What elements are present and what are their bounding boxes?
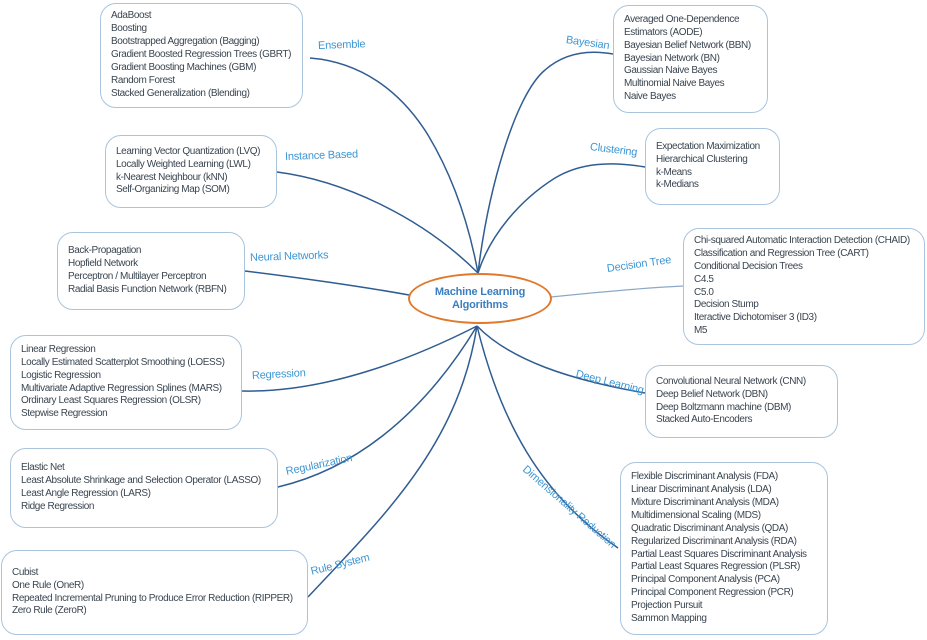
branch-box-deep-learning[interactable] bbox=[645, 365, 838, 438]
branch-label-dimensionality-reduction[interactable]: Dimensionality Reduction bbox=[520, 463, 618, 551]
algorithm-item: Ridge Regression bbox=[21, 500, 95, 512]
algorithm-item: Partial Least Squares Regression (PLSR) bbox=[631, 561, 800, 573]
algorithm-item: Gaussian Naive Bayes bbox=[624, 65, 718, 77]
algorithm-item: Zero Rule (ZeroR) bbox=[12, 605, 87, 617]
branch-curve-dimensionality-reduction bbox=[477, 326, 618, 551]
algorithm-item: Multivariate Adaptive Regression Splines (MARS) bbox=[21, 382, 222, 394]
branch-label-clustering[interactable]: Clustering bbox=[589, 141, 638, 159]
algorithm-item: Locally Estimated Scatterplot Smoothing (LOESS) bbox=[21, 356, 225, 368]
center-node[interactable] bbox=[408, 273, 552, 324]
algorithm-item: Conditional Decision Trees bbox=[694, 260, 803, 272]
algorithm-item: Learning Vector Quantization (LVQ) bbox=[116, 145, 261, 157]
branch-label-bayesian[interactable]: Bayesian bbox=[565, 34, 611, 53]
algorithm-item: Naive Bayes bbox=[624, 91, 676, 103]
algorithm-item: Decision Stump bbox=[694, 299, 759, 311]
branch-curve-neural-networks bbox=[245, 271, 409, 295]
branch-box-clustering[interactable] bbox=[645, 128, 780, 205]
algorithm-item: Cubist bbox=[12, 566, 38, 578]
algorithm-item: One Rule (OneR) bbox=[12, 579, 84, 591]
algorithm-item: Stepwise Regression bbox=[21, 408, 108, 420]
algorithm-item: Gradient Boosted Regression Trees (GBRT) bbox=[111, 49, 292, 61]
branch-box-regression[interactable] bbox=[10, 335, 242, 430]
algorithm-item: Bayesian Belief Network (BBN) bbox=[624, 39, 751, 51]
branch-curve-clustering bbox=[478, 164, 645, 273]
algorithm-item: C4.5 bbox=[694, 273, 714, 285]
algorithm-item: Regularized Discriminant Analysis (RDA) bbox=[631, 535, 797, 547]
algorithm-item: Deep Boltzmann machine (DBM) bbox=[656, 401, 791, 413]
algorithm-item: Classification and Regression Tree (CART) bbox=[694, 247, 869, 259]
algorithm-item: Principal Component Regression (PCR) bbox=[631, 587, 794, 599]
branch-box-neural-networks[interactable] bbox=[57, 232, 245, 310]
algorithm-item: C5.0 bbox=[694, 286, 714, 298]
branch-label-deep-learning[interactable]: Deep Learning bbox=[574, 368, 645, 397]
branch-label-decision-tree[interactable]: Decision Tree bbox=[606, 254, 672, 275]
algorithm-item: Logistic Regression bbox=[21, 369, 101, 381]
branch-box-instance-based[interactable] bbox=[105, 135, 277, 208]
branch-curve-ensemble bbox=[310, 58, 478, 273]
algorithm-item: Linear Discriminant Analysis (LDA) bbox=[631, 483, 772, 495]
branch-label-regularization[interactable]: Regularization bbox=[284, 452, 354, 478]
algorithm-item: k-Means bbox=[656, 166, 692, 178]
branch-box-decision-tree[interactable] bbox=[683, 228, 925, 345]
algorithm-item: Ordinary Least Squares Regression (OLSR) bbox=[21, 395, 201, 407]
algorithm-item: M5 bbox=[694, 325, 708, 337]
algorithm-item: Repeated Incremental Pruning to Produce Error Reduction (RIPPER) bbox=[12, 592, 293, 604]
branch-label-regression[interactable]: Regression bbox=[251, 367, 306, 382]
algorithm-item: Least Angle Regression (LARS) bbox=[21, 488, 151, 499]
algorithm-item: Multidimensional Scaling (MDS) bbox=[631, 509, 761, 521]
algorithm-item: Chi-squared Automatic Interaction Detection (CHAID) bbox=[694, 234, 910, 246]
algorithm-item: Hierarchical Clustering bbox=[656, 153, 748, 165]
algorithm-item: Sammon Mapping bbox=[631, 613, 707, 625]
branch-curve-decision-tree bbox=[551, 286, 683, 297]
branch-label-rule-system[interactable]: Rule System bbox=[309, 551, 371, 578]
algorithm-item: Bootstrapped Aggregation (Bagging) bbox=[111, 36, 260, 48]
branch-box-dimensionality-reduction[interactable] bbox=[620, 462, 828, 635]
algorithm-item: Stacked Auto-Encoders bbox=[656, 414, 753, 426]
branch-curve-regression bbox=[242, 326, 477, 391]
algorithm-item: k-Nearest Neighbour (kNN) bbox=[116, 171, 228, 183]
branch-box-regularization[interactable] bbox=[10, 448, 278, 528]
algorithm-item: Deep Belief Network (DBN) bbox=[656, 388, 768, 400]
algorithm-item: AdaBoost bbox=[111, 10, 152, 22]
algorithm-item: Perceptron / Multilayer Perceptron bbox=[68, 271, 207, 282]
algorithm-item: Random Forest bbox=[111, 74, 175, 86]
branch-label-instance-based[interactable]: Instance Based bbox=[284, 148, 359, 163]
branch-curve-bayesian bbox=[478, 52, 613, 273]
algorithm-item: Averaged One-Dependence Estimators (AODE) bbox=[624, 13, 740, 38]
algorithm-item: Multinomial Naive Bayes bbox=[624, 78, 725, 90]
algorithm-item: Stacked Generalization (Blending) bbox=[111, 87, 250, 99]
branch-box-rule-system[interactable] bbox=[1, 550, 308, 635]
algorithm-item: Mixture Discriminant Analysis (MDA) bbox=[631, 496, 779, 508]
algorithm-item: Linear Regression bbox=[21, 343, 96, 355]
branch-box-ensemble[interactable] bbox=[100, 3, 303, 108]
algorithm-item: Back-Propagation bbox=[68, 245, 142, 257]
algorithm-item: Elastic Net bbox=[21, 462, 65, 474]
algorithm-item: Locally Weighted Learning (LWL) bbox=[116, 158, 251, 170]
algorithm-item: Radial Basis Function Network (RBFN) bbox=[68, 283, 227, 295]
algorithm-item: Flexible Discriminant Analysis (FDA) bbox=[631, 471, 778, 483]
center-node-label: Machine Learning Algorithms bbox=[434, 285, 526, 311]
branch-label-ensemble[interactable]: Ensemble bbox=[317, 38, 366, 52]
algorithm-item: Iteractive Dichotomiser 3 (ID3) bbox=[694, 312, 817, 324]
algorithm-item: Boosting bbox=[111, 23, 147, 35]
algorithm-item: Self-Organizing Map (SOM) bbox=[116, 184, 230, 196]
branch-label-neural-networks[interactable]: Neural Networks bbox=[249, 249, 329, 264]
algorithm-item: Bayesian Network (BN) bbox=[624, 52, 720, 64]
algorithm-item: Projection Pursuit bbox=[631, 600, 703, 612]
algorithm-item: Principal Component Analysis (PCA) bbox=[631, 574, 780, 586]
algorithm-item: Quadratic Discriminant Analysis (QDA) bbox=[631, 522, 788, 534]
algorithm-item: Gradient Boosting Machines (GBM) bbox=[111, 61, 257, 73]
algorithm-item: Least Absolute Shrinkage and Selection Operator (LASSO) bbox=[21, 475, 261, 487]
algorithm-item: k-Medians bbox=[656, 179, 699, 191]
branch-box-bayesian[interactable] bbox=[613, 5, 768, 113]
algorithm-item: Convolutional Neural Network (CNN) bbox=[656, 375, 806, 387]
algorithm-item: Partial Least Squares Discriminant Analysis bbox=[631, 548, 807, 560]
algorithm-item: Hopfield Network bbox=[68, 258, 138, 270]
algorithm-item: Expectation Maximization bbox=[656, 140, 760, 152]
